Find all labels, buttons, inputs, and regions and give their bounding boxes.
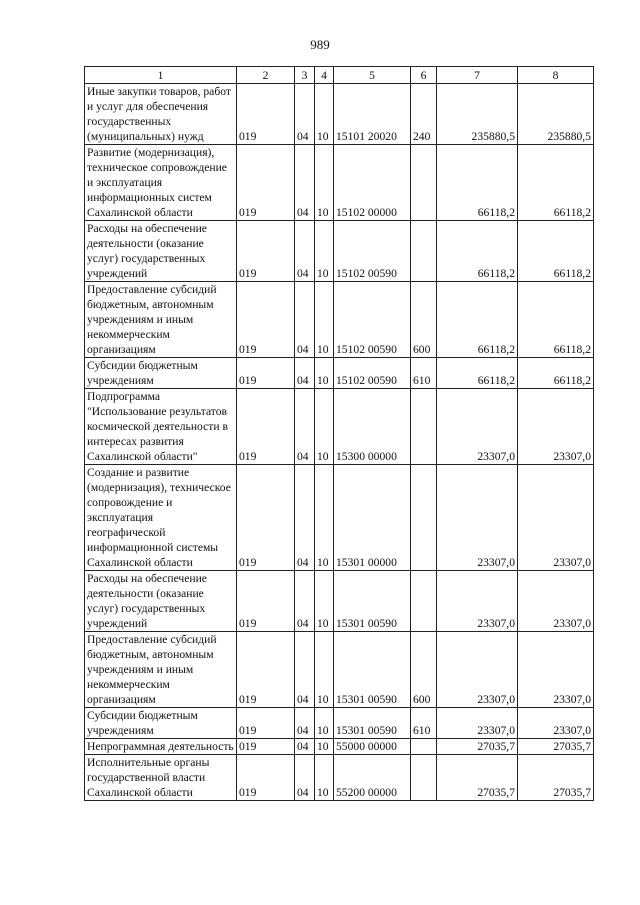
row-amount-b: 66118,2 [518,358,594,389]
row-amount-b: 235880,5 [518,84,594,145]
row-name: Субсидии бюджетным учреждениям [85,358,237,389]
row-amount-a: 235880,5 [437,84,518,145]
row-target-article: 15102 00590 [334,358,411,389]
row-section: 04 [295,84,315,145]
row-name: Расходы на обеспечение деятельности (оказание услуг) государственных учреждений [85,571,237,632]
row-ministry-code: 019 [237,465,295,571]
table-row [85,389,594,465]
table-row [85,358,594,389]
header-col-5: 5 [334,67,411,84]
row-target-article: 15301 00000 [334,465,411,571]
row-ministry-code: 019 [237,221,295,282]
table-row [85,708,594,739]
table-row [85,755,594,801]
row-section: 04 [295,708,315,739]
row-amount-b: 27035,7 [518,755,594,801]
row-target-article: 15301 00590 [334,571,411,632]
table-row [85,465,594,571]
row-subsection: 10 [315,739,334,755]
page-number: 989 [310,37,330,52]
row-amount-b: 23307,0 [518,465,594,571]
row-amount-a: 23307,0 [437,465,518,571]
row-name: Подпрограмма "Использование результатов космической деятельности в интересах развития Сахалинской области" [85,389,237,465]
row-name: Предоставление субсидий бюджетным, автономным учреждениям и иным некоммерческим организациям [85,282,237,358]
row-target-article: 15301 00590 [334,708,411,739]
row-expense-type [411,465,437,571]
row-amount-b: 23307,0 [518,708,594,739]
row-ministry-code: 019 [237,755,295,801]
row-target-article: 15301 00590 [334,632,411,708]
row-ministry-code: 019 [237,84,295,145]
row-amount-b: 66118,2 [518,282,594,358]
table-row [85,221,594,282]
row-section: 04 [295,358,315,389]
row-subsection: 10 [315,84,334,145]
row-amount-a: 23307,0 [437,708,518,739]
table-row [85,84,594,145]
row-name: Иные закупки товаров, работ и услуг для обеспечения государственных (муниципальных) нужд [85,84,237,145]
row-name: Субсидии бюджетным учреждениям [85,708,237,739]
row-amount-b: 23307,0 [518,389,594,465]
table-row [85,571,594,632]
row-expense-type: 610 [411,358,437,389]
row-amount-b: 27035,7 [518,739,594,755]
row-section: 04 [295,282,315,358]
row-section: 04 [295,571,315,632]
row-ministry-code: 019 [237,282,295,358]
row-name: Непрограммная деятельность [85,739,237,755]
header-col-6: 6 [411,67,437,84]
row-amount-a: 66118,2 [437,145,518,221]
row-name: Развитие (модернизация), техническое сопровождение и эксплуатация информационных систем Сахалинской области [85,145,237,221]
row-amount-a: 23307,0 [437,571,518,632]
row-subsection: 10 [315,282,334,358]
table-row [85,739,594,755]
row-amount-b: 66118,2 [518,221,594,282]
row-subsection: 10 [315,221,334,282]
row-expense-type [411,389,437,465]
row-expense-type [411,755,437,801]
row-expense-type: 600 [411,282,437,358]
row-name: Исполнительные органы государственной власти Сахалинской области [85,755,237,801]
row-target-article: 15102 00590 [334,221,411,282]
row-target-article: 15102 00000 [334,145,411,221]
header-col-1: 1 [85,67,237,84]
row-expense-type: 240 [411,84,437,145]
row-target-article: 15102 00590 [334,282,411,358]
budget-table [84,66,594,801]
header-col-8: 8 [518,67,594,84]
row-ministry-code: 019 [237,632,295,708]
row-amount-a: 27035,7 [437,739,518,755]
row-amount-b: 23307,0 [518,571,594,632]
row-section: 04 [295,632,315,708]
table-row [85,145,594,221]
row-amount-a: 66118,2 [437,221,518,282]
row-section: 04 [295,145,315,221]
row-ministry-code: 019 [237,739,295,755]
row-target-article: 15101 20020 [334,84,411,145]
row-amount-b: 23307,0 [518,632,594,708]
row-section: 04 [295,739,315,755]
row-name: Предоставление субсидий бюджетным, автономным учреждениям и иным некоммерческим организациям [85,632,237,708]
row-amount-b: 66118,2 [518,145,594,221]
row-expense-type [411,221,437,282]
row-ministry-code: 019 [237,389,295,465]
row-expense-type [411,571,437,632]
row-expense-type: 600 [411,632,437,708]
row-amount-a: 27035,7 [437,755,518,801]
header-row [85,67,594,84]
row-name: Создание и развитие (модернизация), техническое сопровождение и эксплуатация географической информационной системы Сахалинской области [85,465,237,571]
header-col-4: 4 [315,67,334,84]
row-subsection: 10 [315,571,334,632]
row-section: 04 [295,755,315,801]
row-section: 04 [295,465,315,571]
row-amount-a: 66118,2 [437,358,518,389]
row-subsection: 10 [315,145,334,221]
row-subsection: 10 [315,632,334,708]
row-ministry-code: 019 [237,571,295,632]
header-col-2: 2 [237,67,295,84]
header-col-3: 3 [295,67,315,84]
row-section: 04 [295,221,315,282]
row-subsection: 10 [315,755,334,801]
row-expense-type [411,739,437,755]
row-name: Расходы на обеспечение деятельности (оказание услуг) государственных учреждений [85,221,237,282]
row-ministry-code: 019 [237,145,295,221]
row-amount-a: 23307,0 [437,389,518,465]
row-amount-a: 23307,0 [437,632,518,708]
row-ministry-code: 019 [237,358,295,389]
row-target-article: 15300 00000 [334,389,411,465]
header-col-7: 7 [437,67,518,84]
row-section: 04 [295,389,315,465]
row-ministry-code: 019 [237,708,295,739]
table-row [85,282,594,358]
row-subsection: 10 [315,465,334,571]
row-target-article: 55000 00000 [334,739,411,755]
row-expense-type [411,145,437,221]
row-subsection: 10 [315,708,334,739]
row-amount-a: 66118,2 [437,282,518,358]
row-subsection: 10 [315,389,334,465]
table-row [85,632,594,708]
row-subsection: 10 [315,358,334,389]
row-expense-type: 610 [411,708,437,739]
row-target-article: 55200 00000 [334,755,411,801]
